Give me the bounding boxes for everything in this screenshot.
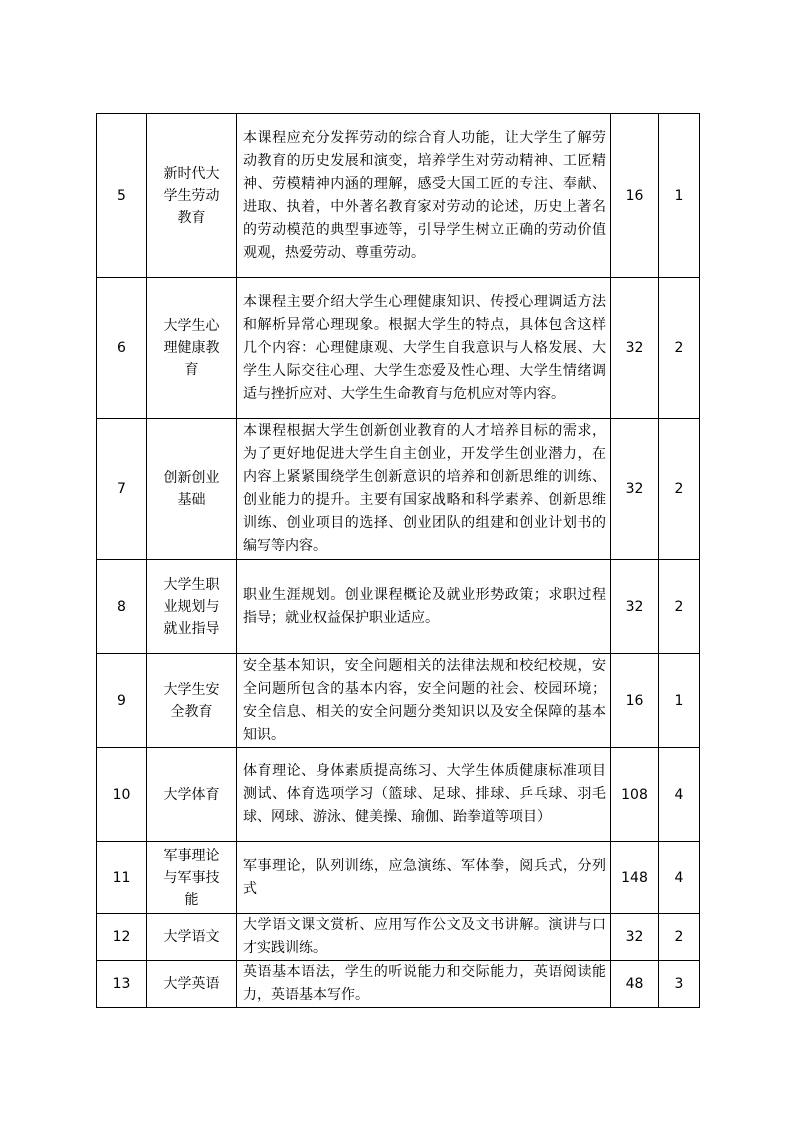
table-row [97,654,700,748]
course-number: 10 [97,748,147,842]
course-hours: 32 [611,278,659,419]
table-row [97,914,700,961]
course-name: 创新创业基础 [163,470,220,508]
table-row [97,748,700,842]
course-number: 9 [97,654,147,748]
course-name-cell [147,748,237,842]
course-credits: 2 [659,914,700,961]
course-credits: 1 [659,654,700,748]
course-number: 8 [97,560,147,654]
course-credits: 2 [659,419,700,560]
course-number: 6 [97,278,147,419]
course-name: 大学生安全教育 [163,681,220,720]
table-row [97,278,700,419]
course-name: 大学生心理健康教育 [163,318,220,378]
course-name-cell [147,560,237,654]
course-hours: 16 [611,114,659,278]
course-hours: 16 [611,654,659,748]
course-credits: 2 [659,560,700,654]
course-description: 军事理论，队列训练，应急演练、军体拳，阅兵式，分列式 [237,842,611,914]
course-number: 7 [97,419,147,560]
course-credits: 4 [659,748,700,842]
table-row [97,961,700,1008]
course-hours: 148 [611,842,659,914]
course-number: 13 [97,961,147,1008]
course-name-cell [147,278,237,419]
course-hours: 32 [611,914,659,961]
course-name-cell [147,419,237,560]
course-name: 军事理论与军事技能 [163,847,220,908]
course-name: 大学语文 [163,929,220,945]
course-description: 本课程应充分发挥劳动的综合育人功能，让大学生了解劳动教育的历史发展和演变，培养学生对劳动精神、工匠精神、劳模精神内涵的理解，感受大国工匠的专注、奉献、进取、执着，中外著名教育家对劳动的论述，历史上著名的劳动模范的典型事迹等，引导学生树立正确的劳动价值观观，热爱劳动、尊重劳动。 [237,114,611,278]
course-table [96,113,700,1008]
course-credits: 2 [659,278,700,419]
course-name: 大学体育 [163,786,220,803]
course-description: 职业生涯规划。创业课程概论及就业形势政策；求职过程指导；就业权益保护职业适应。 [237,560,611,654]
course-name-cell [147,654,237,748]
table-row [97,842,700,914]
course-name: 大学英语 [163,976,220,992]
course-hours: 32 [611,560,659,654]
course-hours: 48 [611,961,659,1008]
course-description: 本课程根据大学生创新创业教育的人才培养目标的需求，为了更好地促进大学生自主创业，开发学生创业潜力，在内容上紧紧围绕学生创新意识的培养和创新思维的训练、创业能力的提升。主要有国家战略和科学素养、创新思维训练、创业项目的选择、创业团队的组建和创业计划书的编写等内容。 [237,419,611,560]
course-name: 新时代大学生劳动教育 [163,165,220,226]
table-row [97,114,700,278]
course-credits: 4 [659,842,700,914]
course-number: 12 [97,914,147,961]
course-name-cell [147,114,237,278]
course-description: 安全基本知识，安全问题相关的法律法规和校纪校规，安全问题所包含的基本内容，安全问题的社会、校园环境；安全信息、相关的安全问题分类知识以及安全保障的基本知识。 [237,654,611,748]
course-credits: 3 [659,961,700,1008]
course-name-cell [147,914,237,961]
table-row [97,419,700,560]
course-name-cell [147,842,237,914]
course-name: 大学生职业规划与就业指导 [163,576,220,637]
course-number: 11 [97,842,147,914]
course-hours: 108 [611,748,659,842]
course-description: 体育理论、身体素质提高练习、大学生体质健康标准项目测试、体育选项学习（篮球、足球、排球、乒乓球、羽毛球、网球、游泳、健美操、瑜伽、跆拳道等项目） [237,748,611,842]
course-description: 大学语文课文赏析、应用写作公文及文书讲解。演讲与口才实践训练。 [237,914,611,961]
table-row [97,560,700,654]
course-hours: 32 [611,419,659,560]
course-number: 5 [97,114,147,278]
course-description: 本课程主要介绍大学生心理健康知识、传授心理调适方法和解析异常心理现象。根据大学生的特点，具体包含这样几个内容：心理健康观、大学生自我意识与人格发展、大学生人际交往心理、大学生恋爱及性心理、大学生情绪调适与挫折应对、大学生生命教育与危机应对等内容。 [237,278,611,419]
course-name-cell [147,961,237,1008]
course-credits: 1 [659,114,700,278]
course-description: 英语基本语法，学生的听说能力和交际能力，英语阅读能力，英语基本写作。 [237,961,611,1008]
